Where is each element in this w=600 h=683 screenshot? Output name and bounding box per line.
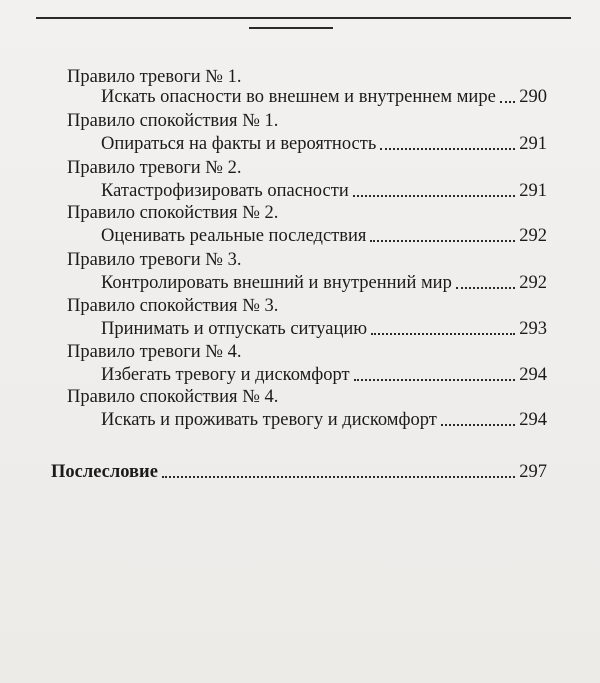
toc-page-number: 293 [519,319,547,339]
toc-entry-afterword [51,455,547,483]
toc-entry-calm-rule-4 [101,403,547,431]
toc-entry-title: Катастрофизировать опасности [101,181,349,201]
dot-leader [380,148,515,150]
toc-entry-title: Опираться на факты и вероятность [101,134,377,154]
toc-page-number: 292 [519,226,547,246]
toc-page-number: 291 [519,134,547,154]
toc-entry-title: Правило спокойствия № 1. [67,111,279,131]
toc-entry-title: Правило тревоги № 1. [67,67,242,87]
toc-entry-title: Правило тревоги № 2. [67,158,242,178]
toc-page-number: 294 [519,365,547,385]
dot-leader [500,101,515,103]
toc-page-number: 297 [519,462,547,482]
toc-entry-title: Правило спокойствия № 3. [67,296,279,316]
dot-leader [456,287,515,289]
dot-leader [370,240,515,242]
dot-leader [441,424,515,426]
toc-entry-title: Правило тревоги № 4. [67,342,242,362]
toc-page-number: 290 [519,87,547,107]
toc-page-number: 294 [519,410,547,430]
toc-entry-title: Оценивать реальные последствия [101,226,367,246]
toc-page-number: 291 [519,181,547,201]
dot-leader [353,195,516,197]
toc-entry-title: Принимать и отпускать ситуацию [101,319,368,339]
toc-entry-title: Правило тревоги № 3. [67,250,242,270]
dot-leader [162,476,515,478]
toc-page-number: 292 [519,273,547,293]
toc-entry-title: Искать опасности во внешнем и внутреннем мире [101,87,496,107]
dot-leader [354,379,516,381]
toc-entry-title: Правило спокойствия № 2. [67,203,279,223]
toc-entry-title: Правило спокойствия № 4. [67,387,279,407]
toc-entry-title: Послесловие [51,462,158,482]
toc-entry-title: Контролировать внешний и внутренний мир [101,273,452,293]
toc-entry-title: Искать и проживать тревогу и дискомфорт [101,410,437,430]
toc-entry-title: Избегать тревогу и дискомфорт [101,365,350,385]
dot-leader [371,333,515,335]
